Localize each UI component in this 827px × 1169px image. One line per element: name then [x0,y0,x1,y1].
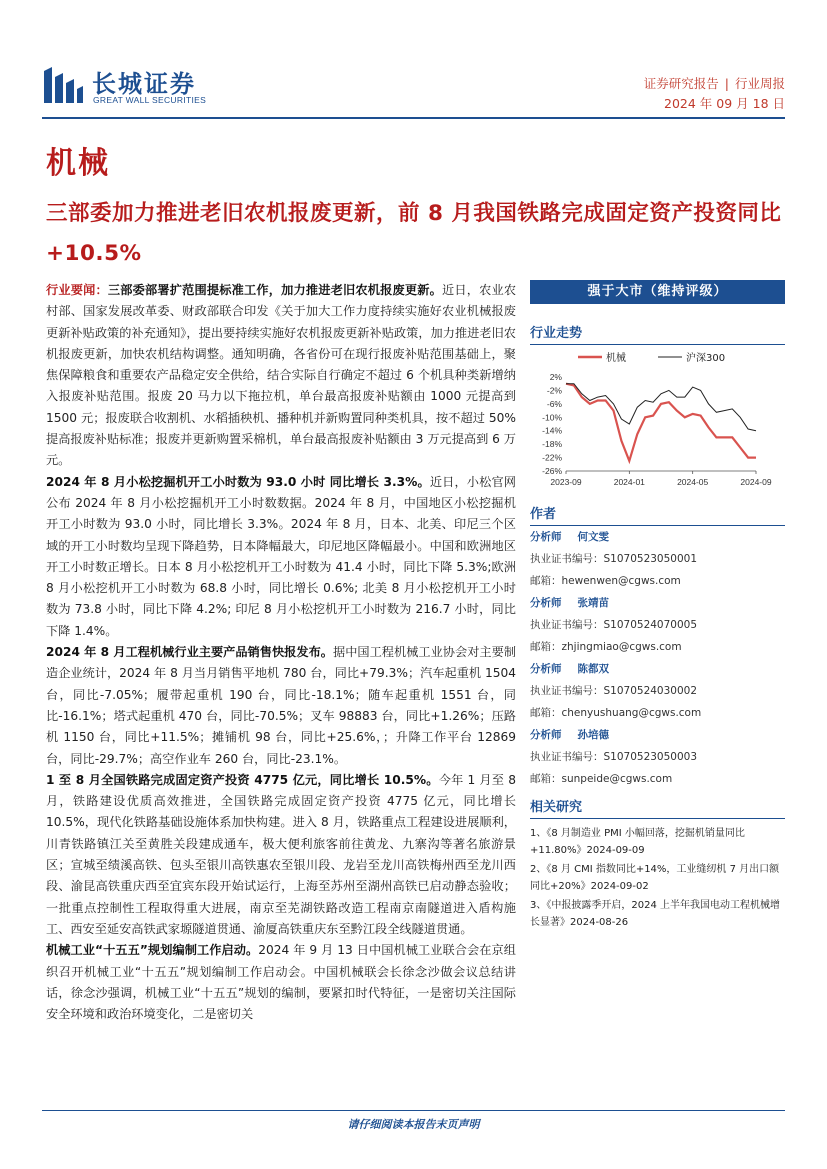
company-logo [42,63,242,109]
analyst-name: 何文雯 [577,531,609,543]
logo-text-en: GREAT WALL SECURITIES [93,95,207,105]
logo-text-cn: 长城证券 [92,70,196,98]
report-meta [644,74,785,114]
cert-number: S1070523050003 [603,751,698,763]
section-text: 近日，小松官网公布 2024 年 8 月小松挖掘机开工小时数数据。2024 年 8 月，中国地区小松挖掘机开工小时数为 93.0 小时，同比增长 3.3%。2024 年 8 月，日本、北美、印尼三个区域的开工小时数均呈现下降趋势，日本降幅最大，印尼地区降幅最小。中国和欧洲地区开工小时数正增长。日本 8 月小松挖机开工小时数为 41.4 小时，同比下降 5.3%;欧洲 8 月小松挖机开工小时数为 68.8 小时，同比增长 0.6%; 北美 8 月小松挖机开工小时数为 73.8 小时，同比下降 4.2%; 印尼 8 月小松挖机开工小时数为 216.7 小时，同比下降 1.4%。 [46,474,516,638]
cert-number: S1070523050001 [603,553,698,565]
email-label: 邮箱： [530,641,562,653]
trend-chart-svg [530,345,785,495]
analyst-label: 分析师 [530,729,562,741]
related-item[interactable]: 1、《8 月制造业 PMI 小幅回落，挖掘机销量同比+11.80%》2024-09-09 [530,828,745,856]
legend-label: 沪深300 [686,353,726,364]
section-text: 近日，农业农村部、国家发展改革委、财政部联合印发《关于加大工作力度持续实施好农业机械报废更新补贴政策的补充通知》，提出要持续实施好农机报废更新补贴政策，加力推进老旧农机报废更新，加快农机结构调整。通知明确，各省份可在现行报废补贴范围基础上，聚焦保障粮食和重要农产品稳定安全供给，结合实际自行确定不超过 6 个机具种类新增纳入报废补贴范围。报废 20 马力以下拖拉机，单台最高报废补贴额由 1000 元提高到 1500 元；报废联合收割机、水稻插秧机、播种机并新购置同种类机具，按不超过 50%提高报废补贴标准；报废并更新购置采棉机，单台最高报废补贴额由 3 万元提高到 6 万元。 [46,283,517,468]
paragraph [46,642,516,770]
logo-mark-icon [42,63,84,105]
header-rule [42,117,785,119]
section-lead: 行业要闻： [46,283,108,297]
analyst-label: 分析师 [530,663,562,675]
y-tick-label: 2% [549,372,562,382]
report-subtype: 行业周报 [734,76,785,91]
section-text: 2024 年 9 月 13 日中国机械工业联合会在京组织召开机械工业“十五五”规划编制工作启动会。中国机械联会长徐念沙做会议总结讲话，徐念沙强调，机械工业“十五五”规划的编制，要紧扣时代特征，一是密切关注国际安全环境和政治环境变化，二是密切关 [46,943,516,1022]
cert-label: 执业证书编号： [530,619,604,631]
cert-label: 执业证书编号： [530,751,604,763]
cert-number: S1070524030002 [603,685,698,697]
report-date: 2024 年 09 月 18 日 [664,96,785,111]
x-tick-label: 2024-09 [740,477,772,487]
main-content [46,280,516,1025]
related-item[interactable]: 2、《8 月 CMI 指数同比+14%，工业缝纫机 7 月出口额同比+20%》2024-09-02 [530,864,780,892]
cert-label: 执业证书编号： [530,685,604,697]
y-tick-label: -26% [542,466,562,476]
email-link[interactable]: zhjingmiao@cgws.com [561,641,682,653]
authors-title: 作者 [530,503,785,526]
y-tick-label: -6% [546,398,562,409]
footer-rule [42,1110,785,1111]
email-label: 邮箱： [530,707,562,719]
analyst-name: 陈都双 [577,663,609,675]
analyst-name: 孙培德 [577,729,609,741]
section-heading: 2024 年 8 月小松挖掘机开工小时数为 93.0 小时 同比增长 3.3%。 [46,474,430,489]
analyst-label: 分析师 [530,597,562,609]
section-heading: 机械工业“十五五”规划编制工作启动。 [46,943,259,958]
trend-chart [530,345,785,495]
analyst-label: 分析师 [530,531,562,543]
author-name [530,658,785,680]
authors-list [530,526,785,790]
x-tick-label: 2023-09 [550,477,582,487]
author-name [530,592,785,614]
report-type-line [644,74,785,94]
author-cert [530,746,785,768]
author-name [530,724,785,746]
analyst-name: 张靖苗 [577,597,609,609]
section-text: 今年 1 月至 8 月，铁路建设优质高效推进，全国铁路完成固定资产投资 4775 亿元，同比增长 10.5%，现代化铁路基础设施体系加快构建。进入 8 月，铁路重点工程建设进展顺利，川青铁路镇江关至黄胜关段建成通车，极大便利旅客前往黄龙、九寨沟等著名旅游景区；宣城至绩溪高铁、包头至银川高铁惠农至银川段、龙岩至龙川高铁梅州西至龙川西段、渝昆高铁重庆西至宜宾东段开始试运行，上海至苏州至湖州高铁已启动静态验收；一批重点控制性工程取得重大进展，南京至芜湖铁路改造工程南京南隧道进入盾构施工、西安至延安高铁武家塬隧道贯通、渝厦高铁重庆东至黔江段全线隧道贯通。 [46,772,516,936]
section-heading: 三部委部署扩范围提标准工作，加力推进老旧农机报废更新。 [107,283,442,297]
section-text: 据中国工程机械工业协会对主要制造企业统计，2024 年 8 月当月销售平地机 780 台，同比+79.3%；汽车起重机 1504 台，同比-7.05%；履带起重机 190 台，同比-18.1%；随车起重机 1551 台，同比-16.1%；塔式起重机 470 台，同比-70.5%；叉车 98883 台，同比+1.26%；压路机 1150 台，同比+11.5%；摊铺机 98 台，同比+25.6%，；升降工作平台 12869 台，同比-29.7%；高空作业车 260 台，同比-23.1%。 [46,645,517,766]
section-heading: 1 至 8 月全国铁路完成固定资产投资 4775 亿元，同比增长 10.5%。 [46,772,439,787]
y-tick-label: -22% [542,452,562,463]
email-link[interactable]: hewenwen@cgws.com [561,575,681,587]
series-line-hs300 [566,384,756,431]
sidebar [530,280,785,933]
y-tick-label: -10% [542,412,562,423]
author-email [530,702,785,724]
author-email [530,636,785,658]
section-heading: 2024 年 8 月工程机械行业主要产品销售快报发布。 [46,645,333,660]
footer-disclaimer: 请仔细阅读本报告末页声明 [347,1118,480,1131]
trend-title: 行业走势 [530,322,785,345]
author-email [530,570,785,592]
sector-title: 机械 [46,146,110,181]
y-tick-label: -18% [542,439,562,450]
series-line-machinery [566,384,756,461]
report-headline: 三部委加力推进老旧农机报废更新，前 8 月我国铁路完成固定资产投资同比+10.5% [46,201,782,266]
paragraph [46,770,516,940]
legend-label: 机械 [606,353,626,364]
related-item[interactable]: 3、《中报披露季开启，2024 上半年我国电动工程机械增长显著》2024-08-26 [530,900,780,928]
author-cert [530,680,785,702]
cert-number: S1070524070005 [603,619,698,631]
paragraph [46,472,516,642]
paragraph [46,940,516,1025]
related-list [530,825,785,931]
author-cert [530,614,785,636]
cert-label: 执业证书编号： [530,553,604,565]
author-cert [530,548,785,570]
y-tick-label: -2% [546,385,562,396]
author-name [530,526,785,548]
email-label: 邮箱： [530,773,562,785]
author-email [530,768,785,790]
related-title: 相关研究 [530,796,785,819]
email-link[interactable]: sunpeide@cgws.com [561,773,673,785]
x-tick-label: 2024-05 [677,477,709,487]
x-tick-label: 2024-01 [613,477,645,487]
paragraph [46,280,516,472]
rating-badge: 强于大市（维持评级） [530,280,785,304]
email-label: 邮箱： [530,575,562,587]
divider: | [724,76,729,91]
report-type: 证券研究报告 [643,76,719,91]
y-tick-label: -14% [542,425,562,436]
email-link[interactable]: chenyushuang@cgws.com [561,707,702,719]
